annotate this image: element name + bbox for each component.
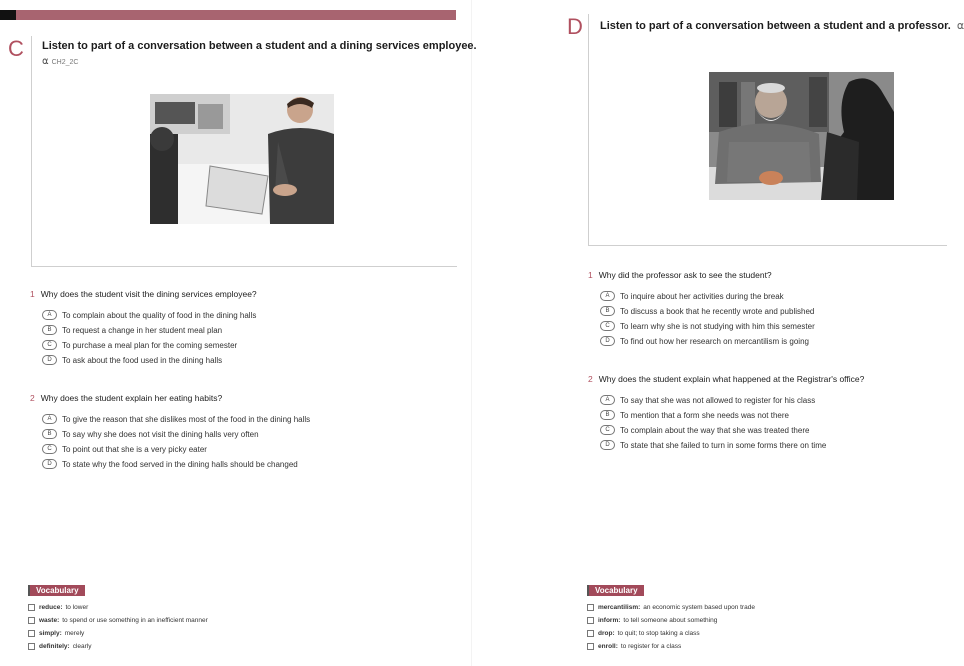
option-badge-icon: B: [42, 429, 57, 439]
vocab-term: waste:: [39, 617, 60, 624]
option-d1-c[interactable]: [600, 321, 815, 331]
vocab-term: simply:: [39, 630, 62, 637]
option-badge-icon: B: [42, 325, 57, 335]
option-d1-a[interactable]: [600, 291, 784, 301]
vocab-definition: an economic system based upon trade: [643, 604, 755, 611]
option-d1-b[interactable]: [600, 306, 814, 316]
checkbox-icon[interactable]: [28, 643, 35, 650]
option-badge-icon: C: [600, 425, 615, 435]
checkbox-icon[interactable]: [587, 630, 594, 637]
vocab-item[interactable]: [28, 604, 88, 611]
vocab-definition: to quit; to stop taking a class: [617, 630, 700, 637]
vocab-definition: to lower: [65, 604, 89, 611]
vocab-item[interactable]: [28, 643, 92, 650]
option-badge-icon: A: [42, 414, 57, 424]
vocabulary-label: Vocabulary: [28, 585, 85, 596]
option-c2-c[interactable]: [42, 444, 207, 454]
section-letter-c: C: [8, 36, 24, 61]
vocab-definition: to tell someone about something: [623, 617, 718, 624]
option-d1-d[interactable]: [600, 336, 809, 346]
vocab-term: drop:: [598, 630, 615, 637]
option-text: To inquire about her activities during the break: [620, 291, 784, 301]
option-text: To ask about the food used in the dining halls: [62, 355, 223, 365]
option-text: To state why the food served in the dining halls should be changed: [62, 459, 298, 469]
option-text: To say that she was not allowed to register for his class: [620, 395, 816, 405]
vocabulary-label: Vocabulary: [587, 585, 644, 596]
vocab-term: mercantilism:: [598, 604, 641, 611]
section-d-title: [600, 19, 964, 32]
question-number: 1: [588, 270, 593, 280]
question-c2: [30, 393, 222, 403]
question-number: 2: [30, 393, 35, 403]
photo-dining-services-illustration: [150, 94, 334, 224]
question-number: 1: [30, 289, 35, 299]
option-text: To say why she does not visit the dining halls very often: [62, 429, 259, 439]
headphones-icon[interactable]: ⍺: [956, 20, 964, 32]
checkbox-icon[interactable]: [587, 604, 594, 611]
option-text: To give the reason that she dislikes most of the food in the dining halls: [62, 414, 311, 424]
option-text: To learn why she is not studying with him this semester: [620, 321, 815, 331]
question-d2: [588, 374, 864, 384]
section-letter-d: D: [567, 14, 583, 39]
option-text: To request a change in her student meal plan: [62, 325, 223, 335]
checkbox-icon[interactable]: [587, 643, 594, 650]
option-badge-icon: A: [600, 395, 615, 405]
vocab-item[interactable]: [587, 643, 681, 650]
vocab-item[interactable]: [587, 617, 717, 624]
option-badge-icon: C: [42, 444, 57, 454]
audio-code: CH2_2C: [51, 59, 79, 66]
option-d2-b[interactable]: [600, 410, 789, 420]
option-c2-b[interactable]: [42, 429, 259, 439]
option-d2-d[interactable]: [600, 440, 826, 450]
option-d2-c[interactable]: [600, 425, 809, 435]
checkbox-icon[interactable]: [28, 604, 35, 611]
option-text: To complain about the way that she was treated there: [620, 425, 810, 435]
section-d-title-text: Listen to part of a conversation between a student and a professor.: [600, 20, 951, 32]
question-text: Why does the student visit the dining services employee?: [40, 289, 257, 299]
section-c-title: Listen to part of a conversation between a student and a dining services employee.: [42, 40, 477, 52]
option-badge-icon: D: [42, 355, 57, 365]
page-spine: [471, 0, 472, 666]
headphones-icon: ⍺: [42, 56, 49, 67]
option-badge-icon: D: [600, 440, 615, 450]
option-badge-icon: B: [600, 306, 615, 316]
option-c1-a[interactable]: [42, 310, 256, 320]
top-black-tab: [0, 10, 16, 20]
option-text: To find out how her research on mercantilism is going: [620, 336, 809, 346]
option-badge-icon: B: [600, 410, 615, 420]
option-text: To mention that a form she needs was not there: [620, 410, 789, 420]
top-color-bar: [0, 10, 456, 20]
photo-professor-student: [709, 72, 894, 200]
option-c1-b[interactable]: [42, 325, 222, 335]
option-badge-icon: C: [42, 340, 57, 350]
option-text: To state that she failed to turn in some forms there on time: [620, 440, 827, 450]
vocab-item[interactable]: [28, 630, 84, 637]
vocab-term: enroll:: [598, 643, 618, 650]
photo-professor-student-illustration: [709, 72, 894, 200]
option-badge-icon: D: [600, 336, 615, 346]
vocab-term: definitely:: [39, 643, 70, 650]
option-badge-icon: A: [42, 310, 57, 320]
option-c1-c[interactable]: [42, 340, 237, 350]
vocab-term: inform:: [598, 617, 621, 624]
checkbox-icon[interactable]: [587, 617, 594, 624]
checkbox-icon[interactable]: [28, 630, 35, 637]
option-text: To complain about the quality of food in the dining halls: [62, 310, 257, 320]
option-c2-a[interactable]: [42, 414, 310, 424]
vocab-definition: merely: [64, 630, 85, 637]
option-c2-d[interactable]: [42, 459, 298, 469]
option-badge-icon: D: [42, 459, 57, 469]
vocab-item[interactable]: [587, 630, 700, 637]
vocab-item[interactable]: [587, 604, 755, 611]
question-text: Why did the professor ask to see the student?: [598, 270, 772, 280]
option-badge-icon: A: [600, 291, 615, 301]
question-text: Why does the student explain her eating habits?: [40, 393, 223, 403]
option-d2-a[interactable]: [600, 395, 815, 405]
vocab-definition: clearly: [72, 643, 92, 650]
photo-dining-services: [150, 94, 334, 224]
question-text: Why does the student explain what happened at the Registrar's office?: [598, 374, 865, 384]
vocab-item[interactable]: [28, 617, 208, 624]
vocab-definition: to spend or use something in an inefficient manner: [62, 617, 208, 624]
question-d1: [588, 270, 772, 280]
checkbox-icon[interactable]: [28, 617, 35, 624]
question-number: 2: [588, 374, 593, 384]
option-c1-d[interactable]: [42, 355, 222, 365]
option-text: To purchase a meal plan for the coming semester: [62, 340, 238, 350]
question-c1: [30, 289, 257, 299]
option-text: To point out that she is a very picky eater: [62, 444, 207, 454]
option-badge-icon: C: [600, 321, 615, 331]
option-text: To discuss a book that he recently wrote and published: [620, 306, 815, 316]
audio-track[interactable]: [42, 56, 78, 67]
vocab-definition: to register for a class: [620, 643, 682, 650]
vocab-term: reduce:: [39, 604, 63, 611]
